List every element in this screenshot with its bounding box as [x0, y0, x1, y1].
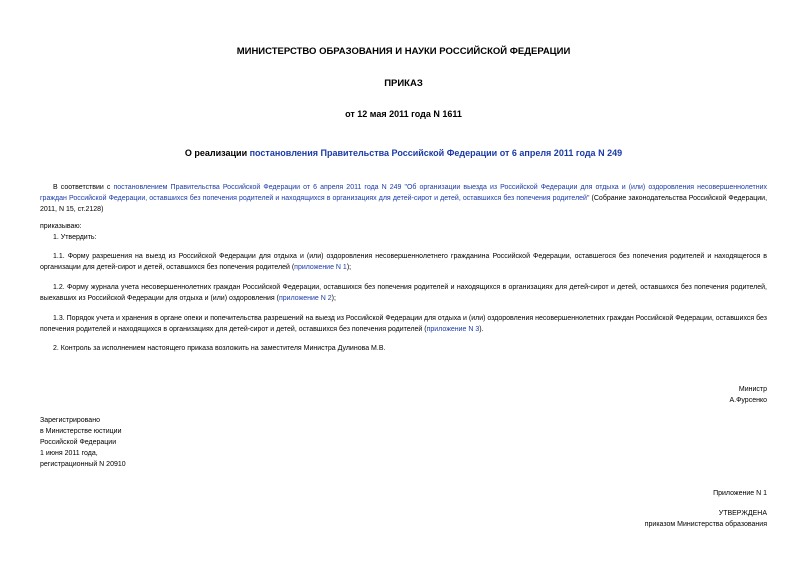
ministry-title: МИНИСТЕРСТВО ОБРАЗОВАНИЯ И НАУКИ РОССИЙСКОЙ ФЕДЕРАЦИИ — [236, 46, 571, 57]
document-subject — [0, 148, 807, 158]
item-1-1-text: 1.1. Форму разрешения на выезд из Российской Федерации для отдыха и (или) оздоровления несовершеннолетнего гражданина Российской Федерации, оставшегося без попечения родителей и находящегося в организации для детей-сирот и детей, оставшихся без попечения родителей ( — [40, 253, 767, 271]
preamble-intro: В соответствии с — [53, 184, 114, 191]
appendix-label: Приложение N 1 — [713, 490, 767, 497]
item-1-1 — [40, 251, 767, 273]
appendix-approval — [645, 508, 767, 530]
signature-title: Министр — [738, 386, 767, 393]
registration-line-5: регистрационный N 20910 — [40, 461, 126, 468]
subject-link[interactable]: постановления Правительства Российской Федерации от 6 апреля 2011 года N 249 — [249, 148, 623, 158]
preamble-link[interactable]: постановлением Правительства Российской Федерации от 6 апреля 2011 года N 249 "Об организации выезда из Российской Федерации для отдыха и (или) оздоровления несовершеннолетних граждан Российской Федерации, оставшихся без попечения родителей и находящихся в организациях для детей-сирот и детей, оставшихся без попечения родителей" — [40, 184, 768, 202]
item-2: 2. Контроль за исполнением настоящего приказа возложить на заместителя Министра Дулинова М.В. — [53, 345, 386, 352]
appendix-by-order: приказом Министерства образования — [644, 521, 767, 528]
item-1-2-text: 1.2. Форму журнала учета несовершеннолетних граждан Российской Федерации, оставшихся без попечения родителей и находящихся в организациях для детей-сирот и детей, оставшихся без попечения родителей, выехавших из Российской Федерации для отдыха и (или) оздоровления ( — [40, 284, 767, 302]
preamble-paragraph — [40, 182, 767, 215]
signature-block — [729, 384, 767, 406]
registration-line-2: в Министерстве юстиции — [40, 428, 122, 435]
appendix-1-link[interactable]: приложение N 1 — [294, 264, 347, 271]
registration-line-1: Зарегистрировано — [40, 417, 100, 424]
order-word: приказываю: — [40, 223, 82, 230]
preamble-suffix: (Собрание законодательства Российской Федерации, 2011, N 15, ст.2128) — [40, 195, 768, 213]
signature-name: А.Фурсенко — [729, 397, 767, 404]
item-1: 1. Утвердить: — [53, 234, 97, 241]
document-type: ПРИКАЗ — [384, 78, 423, 89]
registration-line-3: Российской Федерации — [40, 439, 117, 446]
item-1-3-text: 1.3. Порядок учета и хранения в органе опеки и попечительства разрешений на выезд из Российской Федерации для отдыха и (или) оздоровления несовершеннолетних граждан Российской Федерации, оставшихся без попечения родителей и находящихся в организациях для детей-сирот и детей, оставшихся без попечения родителей ( — [40, 315, 767, 333]
registration-block — [40, 415, 126, 470]
appendix-2-link[interactable]: приложение N 2 — [279, 295, 332, 302]
item-1-1-end: ); — [346, 264, 352, 271]
registration-line-4: 1 июня 2011 года, — [40, 450, 98, 457]
item-1-3 — [40, 313, 767, 335]
item-1-3-end: ). — [479, 326, 484, 333]
document-date-number: от 12 мая 2011 года N 1611 — [345, 109, 462, 119]
item-1-2-end: ); — [331, 295, 336, 302]
appendix-3-link[interactable]: приложение N 3 — [426, 326, 480, 333]
item-1-2 — [40, 282, 767, 304]
subject-prefix: О реализации — [184, 148, 250, 158]
appendix-approved: УТВЕРЖДЕНА — [718, 510, 767, 517]
